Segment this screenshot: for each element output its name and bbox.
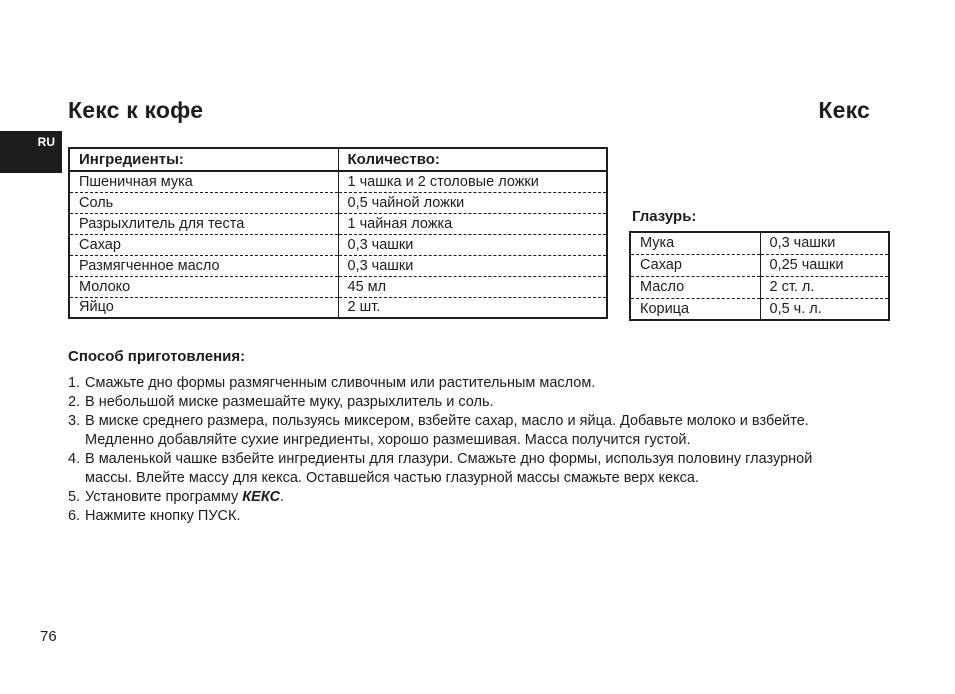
ingredient-quantity: 45 мл xyxy=(338,276,607,297)
table-row xyxy=(630,298,889,320)
glaze-ingredient-quantity: 2 ст. л. xyxy=(760,276,889,298)
glaze-ingredient-quantity: 0,5 ч. л. xyxy=(769,300,822,317)
step-number: 5. xyxy=(68,489,81,505)
method-step-2 xyxy=(68,393,898,412)
step-text-suffix: . xyxy=(280,489,285,505)
ingredient-quantity: 1 чашка и 2 столовые ложки xyxy=(338,171,607,192)
ingredient-name: Размягченное масло xyxy=(69,255,338,276)
table-row xyxy=(69,171,607,192)
table-row xyxy=(630,254,889,276)
step-number: 3. xyxy=(68,413,81,429)
ingredient-name: Молоко xyxy=(69,276,338,297)
step-line xyxy=(85,488,898,507)
ingredients-header-quantity: Количество: xyxy=(338,148,607,171)
method-heading: Способ приготовления: xyxy=(68,348,246,365)
table-row xyxy=(69,213,607,234)
language-tab-ru: RU xyxy=(0,131,62,173)
table-row xyxy=(630,232,889,254)
glaze-ingredient-name: Сахар xyxy=(630,254,760,276)
method-step-5 xyxy=(68,488,898,507)
table-row xyxy=(69,297,607,318)
glaze-ingredient-quantity: 0,3 чашки xyxy=(760,232,889,254)
glaze-ingredient-name: Мука xyxy=(630,232,760,254)
ingredient-name: Пшеничная мука xyxy=(69,171,338,192)
program-name-keks: КЕКС xyxy=(242,489,281,505)
glaze-ingredient-quantity: 0,25 чашки xyxy=(760,254,889,276)
ingredient-quantity: 1 чайная ложка xyxy=(338,213,607,234)
page-number: 76 xyxy=(40,628,57,645)
ingredients-header-name: Ингредиенты: xyxy=(69,148,338,171)
step-text: В миске среднего размера, пользуясь миксером, взбейте сахар, масло и яйца. Добавьте молоко и взбейте. Медленно добавляйте сухие ингредиенты, хорошо размешивая. Масса получится густой. xyxy=(85,413,809,448)
method-step-1 xyxy=(68,374,898,393)
ingredient-name: Соль xyxy=(69,192,338,213)
step-text: Нажмите кнопку ПУСК. xyxy=(85,508,241,524)
step-text: В маленькой чашке взбейте ингредиенты для глазури. Смажьте дно формы, используя половину глазурной массы. Влейте массу для кекса. Оставшейся частью глазурной массы смажьте верх кекса. xyxy=(85,451,813,486)
step-text xyxy=(85,488,898,507)
table-row xyxy=(69,276,607,297)
ingredient-quantity: 0,3 чашки xyxy=(338,234,607,255)
table-row xyxy=(69,255,607,276)
ingredient-name: Сахар xyxy=(69,234,338,255)
step-text-prefix: Установите программу xyxy=(85,489,243,505)
step-text: Смажьте дно формы размягченным сливочным или растительным маслом. xyxy=(85,375,596,391)
glaze-label: Глазурь: xyxy=(632,208,697,225)
table-row xyxy=(69,192,607,213)
glaze-ingredient-name: Корица xyxy=(630,298,760,320)
ingredient-quantity: 2 шт. xyxy=(347,299,381,316)
step-number: 2. xyxy=(68,394,81,410)
method-step-3 xyxy=(68,412,898,450)
recipe-title: Кекс к кофе xyxy=(68,97,204,123)
table-row xyxy=(69,234,607,255)
glaze-table xyxy=(629,231,890,321)
ingredient-name: Яйцо xyxy=(69,297,338,318)
method-step-6 xyxy=(68,507,898,526)
method-section xyxy=(68,348,898,526)
table-row xyxy=(630,276,889,298)
step-number: 4. xyxy=(68,451,81,467)
ingredient-quantity: 0,5 чайной ложки xyxy=(338,192,607,213)
ingredient-name: Разрыхлитель для теста xyxy=(69,213,338,234)
glaze-ingredient-name: Масло xyxy=(630,276,760,298)
section-title: Кекс xyxy=(818,97,870,123)
step-text: В небольшой миске размешайте муку, разрыхлитель и соль. xyxy=(85,394,494,410)
step-number: 6. xyxy=(68,508,81,524)
method-step-4 xyxy=(68,450,898,488)
ingredients-header-row xyxy=(69,148,607,171)
ingredients-table xyxy=(68,147,608,319)
step-number: 1. xyxy=(68,375,81,391)
ingredient-quantity: 0,3 чашки xyxy=(338,255,607,276)
